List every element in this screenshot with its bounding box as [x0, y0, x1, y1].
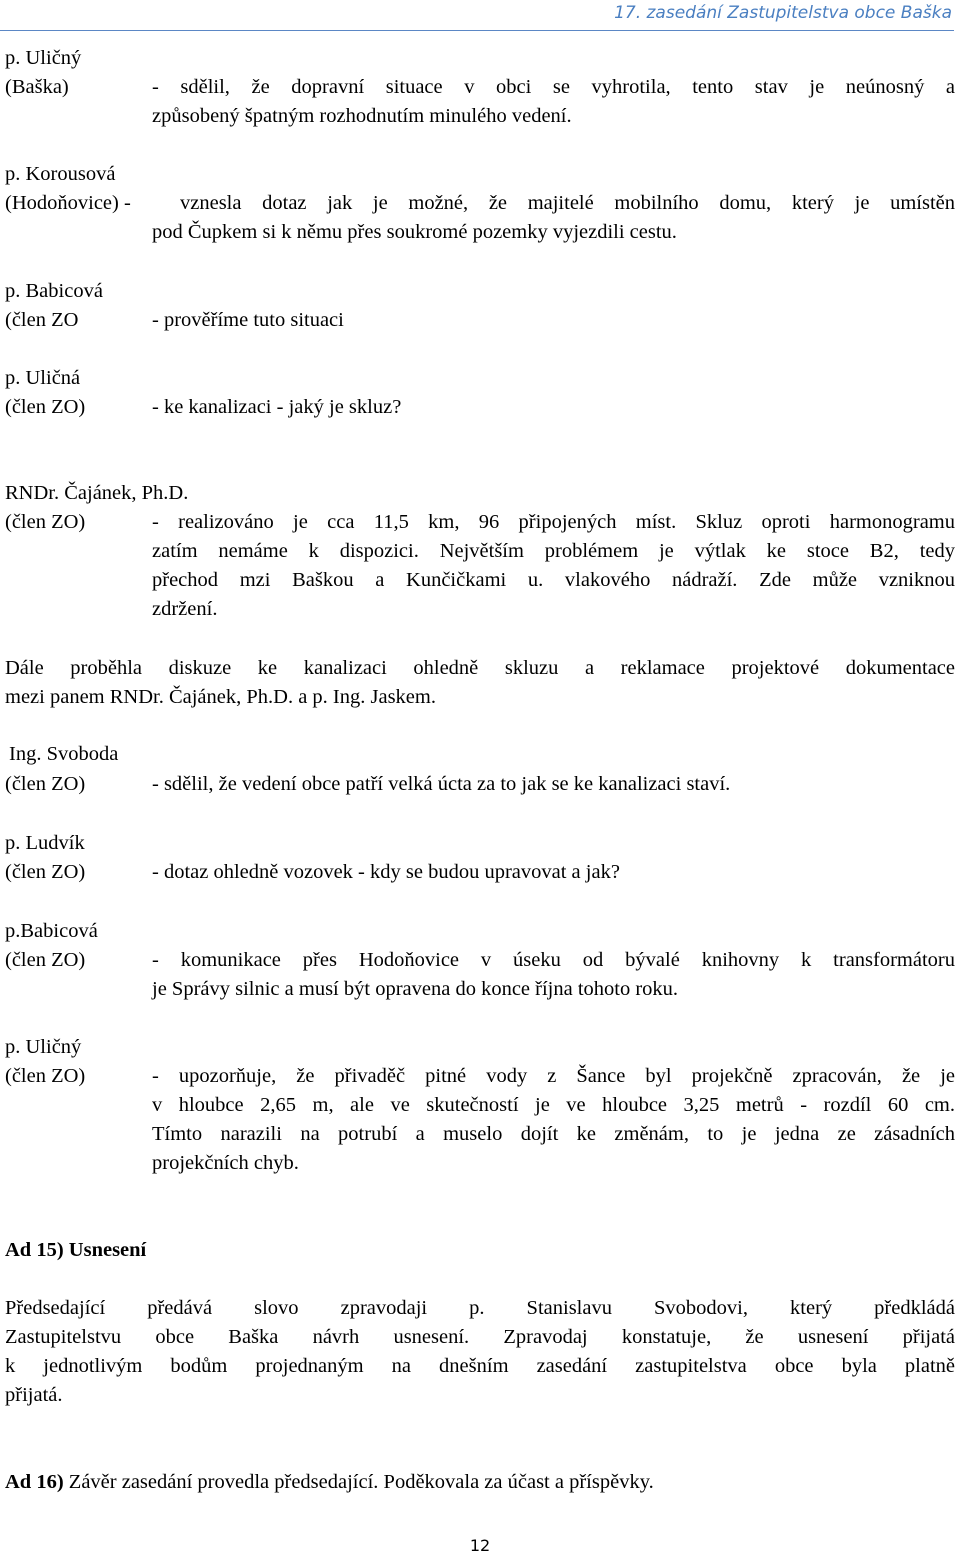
paragraph-line: přijatá. [5, 1384, 63, 1406]
statement [152, 393, 955, 422]
statement-line: pod Čupkem si k němu přes soukromé pozemky vyjezdili cestu. [152, 221, 677, 243]
statement-continuation [152, 218, 955, 247]
statement-line: - ke kanalizaci - jaký je skluz? [152, 396, 402, 418]
statement [152, 73, 955, 131]
header-title: 17. zasedání Zastupitelstva obce Baška [614, 3, 952, 23]
speaker-role: (člen ZO [5, 309, 79, 331]
statement [152, 306, 955, 335]
statement [152, 508, 955, 624]
statement [152, 858, 955, 887]
speaker-role: (člen ZO) [5, 773, 86, 795]
resolution-paragraph [5, 1294, 955, 1410]
speaker-name: p. Ludvík [5, 832, 85, 854]
speaker-name: p. Uličná [5, 367, 81, 389]
statement [152, 946, 955, 1004]
speaker-name: Ing. Svoboda [9, 743, 119, 765]
statement-line: zatím nemáme k dispozici. Největším problémem je výtlak ke stoce B2, tedy [152, 540, 955, 562]
statement-line: - komunikace přes Hodoňovice v úseku od bývalé knihovny k transformátoru [152, 949, 955, 971]
statement-line: je Správy silnic a musí být opravena do konce října tohoto roku. [152, 978, 679, 1000]
statement-line: Tímto narazili na potrubí a muselo dojít ke změnám, to je jedna ze zásadních [152, 1123, 955, 1145]
section-heading-ad15: Ad 15) Usnesení [5, 1239, 147, 1261]
discussion-paragraph [5, 654, 955, 712]
closing-text: Závěr zasedání provedla předsedající. Poděkovala za účast a příspěvky. [68, 1471, 654, 1493]
paragraph-line: mezi panem RNDr. Čajánek, Ph.D. a p. Ing. Jaskem. [5, 686, 436, 708]
statement-line: - realizováno je cca 11,5 km, 96 připojených míst. Skluz oproti harmonogramu [152, 511, 955, 533]
closing-line [5, 1468, 654, 1497]
speaker-role: (Hodoňovice) - [5, 192, 131, 214]
statement-line: - prověříme tuto situaci [152, 309, 344, 331]
statement [180, 189, 955, 218]
speaker-name: p. Babicová [5, 280, 103, 302]
speaker-role: (člen ZO) [5, 396, 86, 418]
speaker-role: (člen ZO) [5, 1065, 86, 1087]
statement-line: přechod mzi Baškou a Kunčičkami u. vlakového nádraží. Zde může vzniknou [152, 569, 955, 591]
page-number: 12 [469, 1536, 491, 1555]
speaker-name: p. Uličný [5, 47, 82, 69]
section-heading-ad16: Ad 16) [5, 1471, 64, 1493]
speaker-role: (člen ZO) [5, 949, 86, 971]
speaker-name: p. Korousová [5, 163, 116, 185]
speaker-role: (člen ZO) [5, 511, 86, 533]
statement-line: - upozorňuje, že přivaděč pitné vody z Šance byl projekčně zpracován, že je [152, 1065, 955, 1087]
statement [152, 1062, 955, 1178]
speaker-role: (člen ZO) [5, 861, 86, 883]
speaker-name: p.Babicová [5, 920, 98, 942]
page-header [0, 0, 954, 31]
speaker-name: RNDr. Čajánek, Ph.D. [5, 482, 189, 504]
speaker-role: (Baška) [5, 76, 69, 98]
statement-line: - sdělil, že vedení obce patří velká úcta za to jak se ke kanalizaci staví. [152, 773, 731, 795]
statement-line: v hloubce 2,65 m, ale ve skutečností je ve hloubce 3,25 metrů - rozdíl 60 cm. [152, 1094, 955, 1116]
paragraph-line: Dále proběhla diskuze ke kanalizaci ohledně skluzu a reklamace projektové dokumentace [5, 657, 955, 679]
statement-line: zdržení. [152, 598, 218, 620]
paragraph-line: Předsedající předává slovo zpravodaji p. Stanislavu Svobodovi, který předkládá [5, 1297, 955, 1319]
speaker-name: p. Uličný [5, 1036, 82, 1058]
statement-line: projekčních chyb. [152, 1152, 299, 1174]
statement-line: - sdělil, že dopravní situace v obci se vyhrotila, tento stav je neúnosný a [152, 76, 955, 98]
statement [152, 770, 955, 799]
statement-line: způsobený špatným rozhodnutím minulého vedení. [152, 105, 572, 127]
paragraph-line: k jednotlivým bodům projednaným na dnešním zasedání zastupitelstva obce byla platně [5, 1355, 955, 1377]
statement-line: vznesla dotaz jak je možné, že majitelé mobilního domu, který je umístěn [180, 192, 955, 214]
statement-line: - dotaz ohledně vozovek - kdy se budou upravovat a jak? [152, 861, 620, 883]
paragraph-line: Zastupitelstvu obce Baška návrh usnesení. Zpravodaj konstatuje, že usnesení přijatá [5, 1326, 955, 1348]
